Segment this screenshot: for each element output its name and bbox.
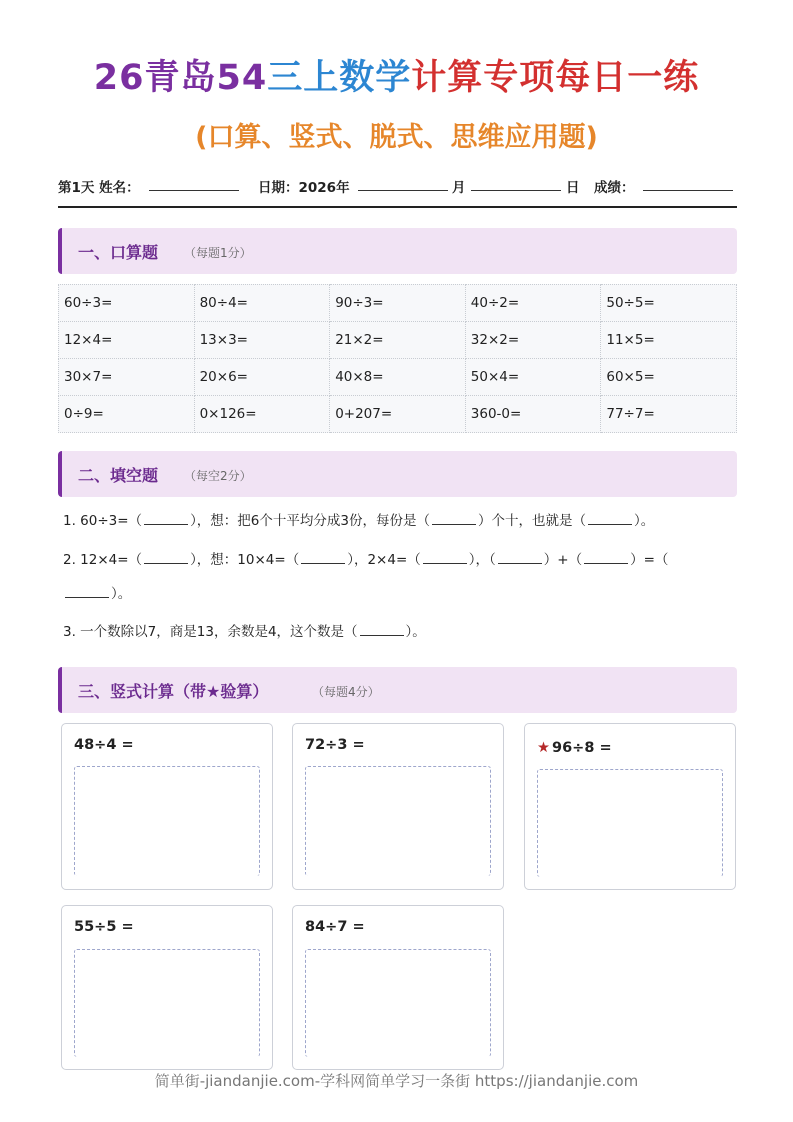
day-name-label: 第1天 姓名： — [58, 180, 140, 196]
oral-question: 360-0= — [465, 396, 601, 433]
score-blank[interactable] — [643, 190, 733, 191]
problem-expression: 55÷5 = — [74, 919, 134, 935]
answer-blank[interactable] — [360, 623, 404, 636]
oral-question: 50×4= — [465, 359, 601, 396]
problem-expression: 72÷3 = — [305, 737, 365, 753]
header-divider — [58, 206, 737, 208]
answer-blank[interactable] — [144, 551, 188, 564]
date-label: 日期：2026年 — [258, 180, 350, 196]
oral-question: 0×126= — [194, 396, 330, 433]
title-part-grade: 26青岛54 — [93, 58, 268, 98]
answer-blank[interactable] — [301, 551, 345, 564]
vertical-calc-card — [292, 905, 504, 1070]
section-oral-header — [58, 228, 737, 274]
oral-calculation-table — [58, 284, 737, 433]
work-area[interactable] — [537, 769, 723, 877]
footer-watermark: 简单街-jiandanjie.com-学科网简单学习一条街 https://jiandanjie.com — [154, 1072, 639, 1090]
fill-question-1: 1. 60÷3=（ ），想：把6个十平均分成3份，每份是（ ）个十，也就是（ ）。 — [63, 513, 655, 529]
work-area[interactable] — [74, 949, 260, 1057]
vertical-calc-card — [524, 723, 736, 890]
oral-question: 21×2= — [330, 322, 466, 359]
title-part-subject: 三上数学 — [267, 58, 412, 98]
oral-question: 20×6= — [194, 359, 330, 396]
table-row — [59, 359, 737, 396]
day-blank[interactable] — [471, 190, 561, 191]
oral-question: 40×8= — [330, 359, 466, 396]
oral-question: 60×5= — [601, 359, 737, 396]
name-blank[interactable] — [149, 190, 239, 191]
table-row — [59, 322, 737, 359]
section-title: 二、填空题 — [78, 466, 159, 485]
section-title: 三、竖式计算（带★验算） — [78, 682, 269, 701]
table-row — [59, 396, 737, 433]
section-fill-header — [58, 451, 737, 497]
section-score-note: （每题1分） — [184, 246, 252, 260]
star-icon: ★ — [537, 740, 550, 756]
oral-question: 0+207= — [330, 396, 466, 433]
answer-blank[interactable] — [584, 551, 628, 564]
vertical-calc-card — [61, 723, 273, 890]
problem-expression: 48÷4 = — [74, 737, 134, 753]
answer-blank[interactable] — [423, 551, 467, 564]
work-area[interactable] — [305, 766, 491, 876]
fill-question-3: 3. 一个数除以7，商是13，余数是4，这个数是（ ）。 — [63, 624, 426, 640]
oral-question: 12×4= — [59, 322, 195, 359]
score-label: 成绩： — [594, 180, 635, 196]
page-title — [0, 54, 793, 102]
oral-question: 13×3= — [194, 322, 330, 359]
answer-blank[interactable] — [498, 551, 542, 564]
vertical-calc-card — [61, 905, 273, 1070]
work-area[interactable] — [74, 766, 260, 876]
oral-question: 50÷5= — [601, 285, 737, 322]
answer-blank[interactable] — [65, 585, 109, 598]
answer-blank[interactable] — [144, 512, 188, 525]
section-vertical-header — [58, 667, 737, 713]
answer-blank[interactable] — [432, 512, 476, 525]
table-row — [59, 285, 737, 322]
month-label: 月 — [452, 180, 466, 196]
oral-question: 30×7= — [59, 359, 195, 396]
oral-question: 11×5= — [601, 322, 737, 359]
problem-expression: 84÷7 = — [305, 919, 365, 935]
vertical-calc-card — [292, 723, 504, 890]
student-info-bar — [58, 173, 737, 197]
title-part-topic: 计算专项每日一练 — [411, 58, 700, 98]
month-blank[interactable] — [358, 190, 448, 191]
work-area[interactable] — [305, 949, 491, 1057]
page-subtitle: (口算、竖式、脱式、思维应用题) — [195, 122, 598, 153]
oral-question: 90÷3= — [330, 285, 466, 322]
section-score-note: （每空2分） — [184, 469, 252, 483]
section-score-note: （每题4分） — [312, 685, 380, 699]
answer-blank[interactable] — [588, 512, 632, 525]
problem-expression: ★ 96÷8 = — [537, 740, 612, 756]
oral-question: 0÷9= — [59, 396, 195, 433]
section-title: 一、口算题 — [78, 243, 159, 262]
oral-question: 60÷3= — [59, 285, 195, 322]
oral-question: 80÷4= — [194, 285, 330, 322]
fill-question-2-cont: ）。 — [63, 584, 131, 604]
oral-question: 40÷2= — [465, 285, 601, 322]
fill-question-2: 2. 12×4=（ ），想：10×4=（ ），2×4=（ ），（ ）+（ ）=（ — [63, 552, 669, 568]
oral-question: 32×2= — [465, 322, 601, 359]
oral-question: 77÷7= — [601, 396, 737, 433]
day-label: 日 — [566, 180, 580, 196]
